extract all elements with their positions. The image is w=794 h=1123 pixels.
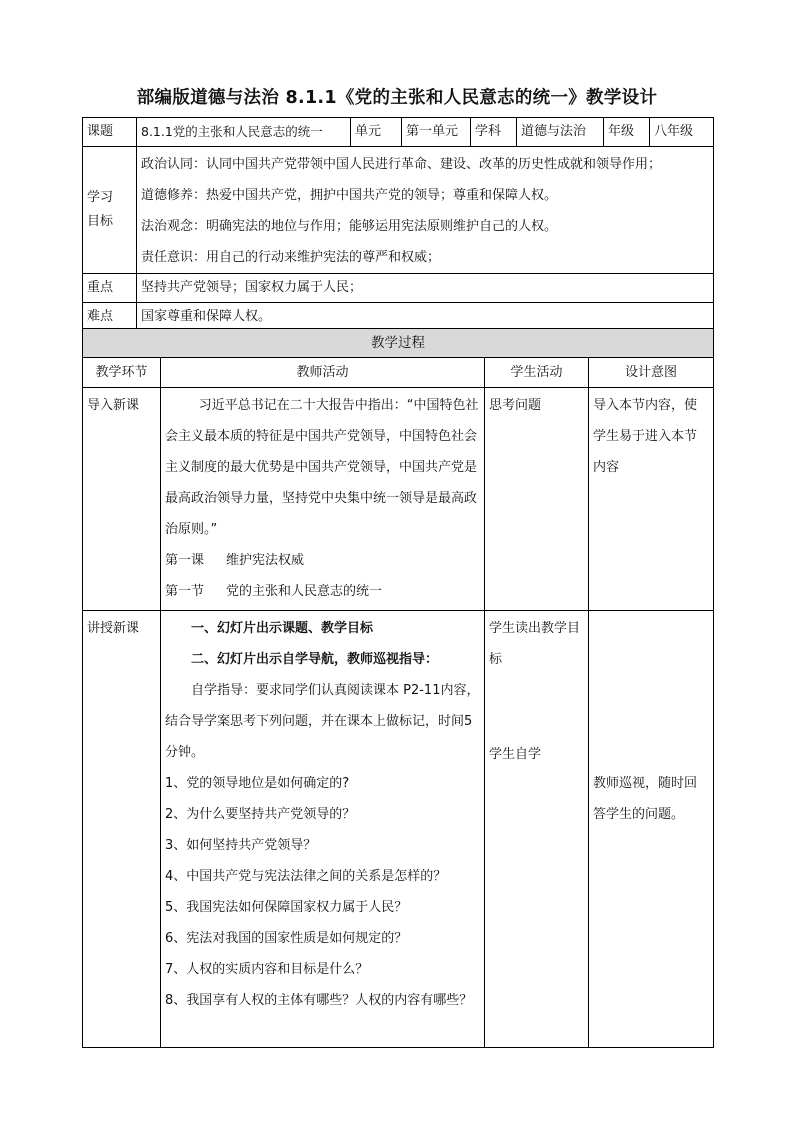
intro-student-activity: [485, 388, 589, 611]
goal-item: 政治认同：认同中国共产党带领中国人民进行革命、建设、改革的历史性成就和领导作用；: [141, 157, 662, 172]
goals-content: [137, 147, 714, 274]
self-study-guide: 自学指导：要求同学们认真阅读课本 P2-11内容，结合导学案思考下列问题，并在课本上做标记，时间5分钟。: [165, 683, 480, 760]
header-student: 学生活动: [485, 358, 589, 388]
unit-label: 单元: [351, 118, 402, 147]
goal-item: 道德修养：热爱中国共产党，拥护中国共产党的领导；尊重和保障人权。: [141, 188, 558, 203]
intro-quote: 习近平总书记在二十大报告中指出：“中国特色社会主义最本质的特征是中国共产党领导，中国特色社会主义制度的最大优势是中国共产党领导，中国共产党是最高政治领导力量，坚持党中央集中统一领导是最高政治原则。”: [165, 398, 479, 537]
lesson-info-table: [82, 117, 714, 332]
section-label: 第一节: [165, 584, 205, 599]
document-title: 部编版道德与法治 8.1.1《党的主张和人民意志的统一》教学设计: [136, 88, 658, 108]
section-name: 党的主张和人民意志的统一: [226, 584, 383, 599]
teach-student-activity: [485, 611, 589, 1048]
unit-value: 第一单元: [402, 118, 471, 147]
goals-label: [83, 147, 137, 274]
question-item: 8、我国享有人权的主体有哪些？人权的内容有哪些？: [165, 993, 473, 1008]
goals-label-line1: 学习: [87, 190, 114, 206]
goals-row: [83, 147, 714, 274]
intro-row: [83, 388, 714, 611]
question-item: 4、中国共产党与宪法法律之间的关系是怎样的？: [165, 869, 447, 884]
step-1: 一、幻灯片出示课题、教学目标: [191, 621, 374, 636]
intro-design-intent: [589, 388, 714, 611]
grade-value: 八年级: [650, 118, 714, 147]
question-item: 2、为什么要坚持共产党领导的？: [165, 807, 356, 822]
topic-value: 8.1.1党的主张和人民意志的统一: [137, 118, 351, 147]
subject-label: 学科: [471, 118, 517, 147]
intro-teacher-activity: [161, 388, 485, 611]
section-line: [165, 576, 480, 607]
teaching-process-table: [82, 328, 714, 1048]
intro-student-text: 思考问题: [489, 398, 542, 413]
question-item: 1、党的领导地位是如何确定的?: [165, 776, 350, 791]
intro-stage: [83, 388, 161, 611]
goal-item: 责任意识：用自己的行动来维护宪法的尊严和权威；: [141, 250, 441, 265]
teach-row: [83, 611, 714, 1048]
process-header-row: [83, 358, 714, 388]
difficulty-label: 难点: [83, 303, 137, 332]
key-point-value: 坚持共产党领导；国家权力属于人民；: [137, 274, 714, 303]
difficulty-value: 国家尊重和保障人权。: [137, 303, 714, 332]
process-title: 教学过程: [83, 329, 714, 358]
teach-intent-2: 教师巡视，随时回答学生的问题。: [593, 776, 698, 822]
lesson-label: 第一课: [165, 553, 205, 568]
teach-design-intent: [589, 611, 714, 1048]
key-point-row: [83, 274, 714, 303]
grade-label: 年级: [604, 118, 650, 147]
lesson-name: 维护宪法权威: [226, 553, 305, 568]
topic-row: [83, 118, 714, 147]
question-item: 7、人权的实质内容和目标是什么？: [165, 962, 369, 977]
header-teacher: 教师活动: [161, 358, 485, 388]
question-item: 3、如何坚持共产党领导？: [165, 838, 317, 853]
teach-stage: [83, 611, 161, 1048]
question-item: 6、宪法对我国的国家性质是如何规定的？: [165, 931, 408, 946]
teach-student-1: 学生读出教学目标: [489, 621, 581, 667]
goal-item: 法治观念：明确宪法的地位与作用；能够运用宪法原则维护自己的人权。: [141, 219, 558, 234]
step-2: 二、幻灯片出示自学导航，教师巡视指导：: [191, 652, 439, 667]
key-point-label: 重点: [83, 274, 137, 303]
teach-stage-label: 讲授新课: [87, 621, 140, 636]
goals-label-line2: 目标: [87, 214, 114, 229]
header-intent: 设计意图: [589, 358, 714, 388]
question-item: 5、我国宪法如何保障国家权力属于人民？: [165, 900, 408, 915]
topic-label: 课题: [83, 118, 137, 147]
intro-stage-label: 导入新课: [87, 398, 140, 413]
subject-value: 道德与法治: [517, 118, 604, 147]
header-stage: 教学环节: [83, 358, 161, 388]
intro-intent-text: 导入本节内容，使学生易于进入本节内容: [593, 398, 698, 475]
lesson-line: [165, 545, 480, 576]
teach-student-2: 学生自学: [489, 747, 542, 762]
teach-teacher-activity: [161, 611, 485, 1048]
